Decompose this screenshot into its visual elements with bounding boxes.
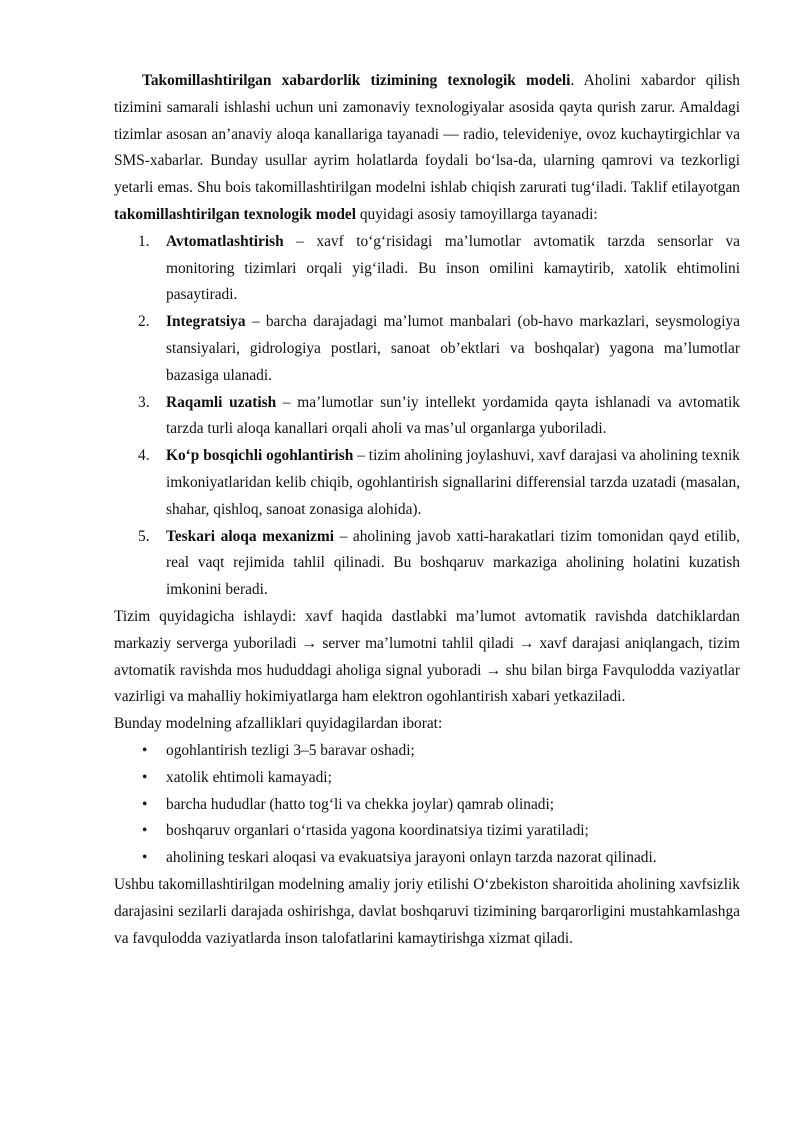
list-item [114,845,740,872]
intro-bold-phrase: takomillashtirilgan texnologik model [114,205,356,223]
advantages-list [114,738,740,872]
list-item [114,443,740,523]
principle-term: Ko‘p bosqichli ogohlantirish [166,447,354,465]
advantage-text: aholining teskari aloqasi va evakuatsiya jarayoni onlayn tarzda nazorat qilinadi. [166,849,657,867]
list-number: 5. [138,527,150,545]
advantage-text: boshqaruv organlari o‘rtasida yagona koordinatsiya tizimi yaratiladi; [166,822,589,840]
workflow-paragraph: Tizim quyidagicha ishlaydi: xavf haqida dastlabki ma’lumot avtomatik ravishda datchiklardan markaziy serverga yuboriladi → server ma’lumotni tahlil qiladi → xavf darajasi aniqlangach, tizim avtomatik ravishda mos hududdagi aholiga signal yuboradi → shu bilan birga Favqulodda vaziyatlar vazirligi va mahalliy hokimiyatlarga ham elektron ogohlantirish xabari yetkaziladi. [114,607,740,706]
list-item [114,309,740,389]
list-item [114,765,740,792]
bullet-icon: • [142,768,148,786]
list-item [114,792,740,819]
principle-term: Integratsiya [166,313,246,331]
list-item [114,390,740,444]
section-title: Takomillashtirilgan xabardorlik tizimining texnologik modeli [142,72,571,89]
principle-text: – tizim aholining joylashuvi, xavf darajasi va aholining texnik imkoniyatlaridan kelib chiqib, ogohlantirish signallarini differensial tarzda uzatadi (masalan, shahar, qishloq, sanoat zonasiga alohida). [166,447,740,518]
principle-text: – ma’lumotlar sun’iy intellekt yordamida qayta ishlanadi va avtomatik tarzda turli aloqa kanallari orqali aholi va mas’ul organlarga yuboriladi. [166,393,740,438]
principle-text: – barcha darajadagi ma’lumot manbalari (ob-havo markazlari, seysmologiya stansiyalari, gidrologiya postlari, sanoat ob’ektlari va boshqalar) yagona ma’lumotlar bazasiga ulanadi. [166,313,740,384]
list-number: 4. [138,447,150,465]
list-number: 1. [138,232,150,250]
list-number: 3. [138,393,150,411]
intro-text-end: quyidagi asosiy tamoyillarga tayanadi: [356,205,598,223]
list-item [114,229,740,309]
advantage-text: barcha hududlar (hatto tog‘li va chekka joylar) qamrab olinadi; [166,795,555,813]
list-item [114,818,740,845]
list-number: 2. [138,313,150,331]
principles-list [114,229,740,604]
conclusion-paragraph: Ushbu takomillashtirilgan modelning amaliy joriy etilishi O‘zbekiston sharoitida aholining xavfsizlik darajasini sezilarli darajada oshirishga, davlat boshqaruvi tizimining barqarorligini mustahkamlashga va favqulodda vaziyatlarda inson talofatlarini kamaytirishga xizmat qiladi. [114,875,740,947]
principle-term: Avtomatlashtirish [166,232,284,250]
advantage-text: xatolik ehtimoli kamayadi; [166,768,332,786]
list-item [114,738,740,765]
bullet-icon: • [142,795,148,813]
principle-text: – aholining javob xatti-harakatlari tizim tomonidan qayd etilib, real vaqt rejimida tahlil qilinadi. Bu boshqaruv markaziga aholining holatini kuzatish imkonini beradi. [166,527,740,599]
advantage-text: ogohlantirish tezligi 3–5 baravar oshadi; [166,741,415,759]
principle-term: Teskari aloqa mexanizmi [166,527,334,545]
intro-paragraph [114,68,740,229]
advantages-intro: Bunday modelning afzalliklari quyidagilardan iborat: [114,715,443,733]
principle-term: Raqamli uzatish [166,393,277,411]
principle-text: – xavf to‘g‘risidagi ma’lumotlar avtomatik tarzda sensorlar va monitoring tizimlari orqali yig‘iladi. Bu inson omilini kamaytirib, xatolik ehtimolini pasaytiradi. [166,232,740,304]
bullet-icon: • [142,849,148,867]
bullet-icon: • [142,822,148,840]
list-item [114,524,740,604]
bullet-icon: • [142,741,148,759]
intro-text: . Aholini xabardor qilish tizimini samarali ishlashi uchun uni zamonaviy texnologiyalar asosida qayta qurish zarur. Amaldagi tizimlar asosan an’anaviy aloqa kanallariga tayanadi — radio, televideniye, ovoz kuchaytirgichlar va SMS-xabarlar. Bunday usullar ayrim holatlarda foydali bo‘lsa-da, ularning qamrovi va tezkorligi yetarli emas. Shu bois takomillashtirilgan modelni ishlab chiqish zarurati tug‘iladi. Taklif etilayotgan [114,72,740,197]
